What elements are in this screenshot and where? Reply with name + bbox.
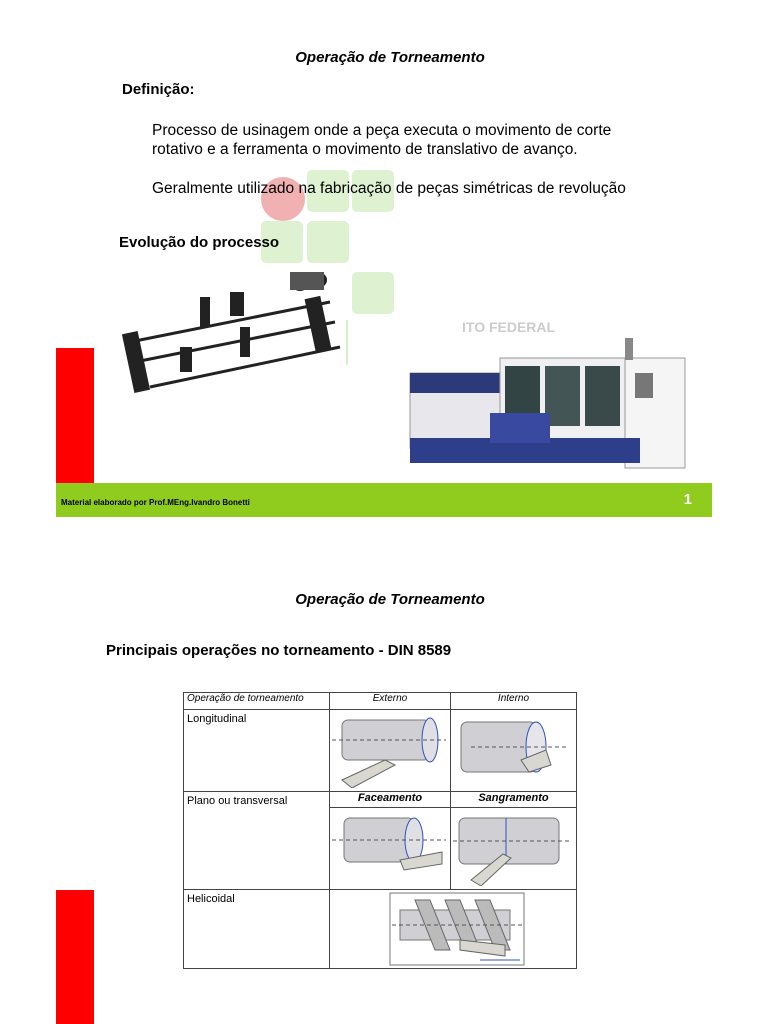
slide2-heading: Principais operações no torneamento - DIN 8589 — [106, 642, 452, 659]
old-lathe-image — [120, 262, 350, 402]
footer-author: Material elaborado por Prof.MEng.Ivandro Bonetti — [61, 498, 250, 507]
page-number: 1 — [683, 491, 692, 508]
slide1-red-sidebar — [56, 348, 94, 483]
slide1-footer — [56, 483, 712, 517]
svg-text:ITO FEDERAL: ITO FEDERAL — [462, 319, 556, 335]
definition-heading: Definição: — [122, 81, 195, 98]
slide2-title: Operação de Torneamento — [295, 591, 485, 608]
longitudinal-external-diagram — [330, 710, 451, 792]
cnc-machine-image — [400, 318, 695, 480]
turning-operations-table — [183, 692, 577, 969]
helical-diagram — [330, 890, 577, 969]
facing-subheading: Faceamento — [330, 792, 451, 808]
col-operation: Operação de torneamento — [184, 693, 330, 710]
slide2-red-sidebar — [56, 890, 94, 1024]
definition-paragraph: Processo de usinagem onde a peça executa o movimento de corte rotativo e a ferramenta o movimento de translativo de avanço. — [152, 122, 612, 158]
parting-subheading: Sangramento — [451, 792, 577, 808]
col-internal: Interno — [451, 693, 577, 710]
parting-diagram — [451, 808, 577, 890]
row-transversal-label: Plano ou transversal — [184, 792, 330, 890]
slide1-title: Operação de Torneamento — [295, 49, 485, 66]
usage-paragraph: Geralmente utilizado na fabricação de peças simétricas de revolução — [152, 180, 626, 197]
col-external: Externo — [330, 693, 451, 710]
longitudinal-internal-diagram — [451, 710, 577, 792]
row-helical-label: Helicoidal — [184, 890, 330, 969]
facing-diagram — [330, 808, 451, 890]
row-longitudinal-label: Longitudinal — [184, 710, 330, 792]
evolution-heading: Evolução do processo — [119, 234, 280, 251]
